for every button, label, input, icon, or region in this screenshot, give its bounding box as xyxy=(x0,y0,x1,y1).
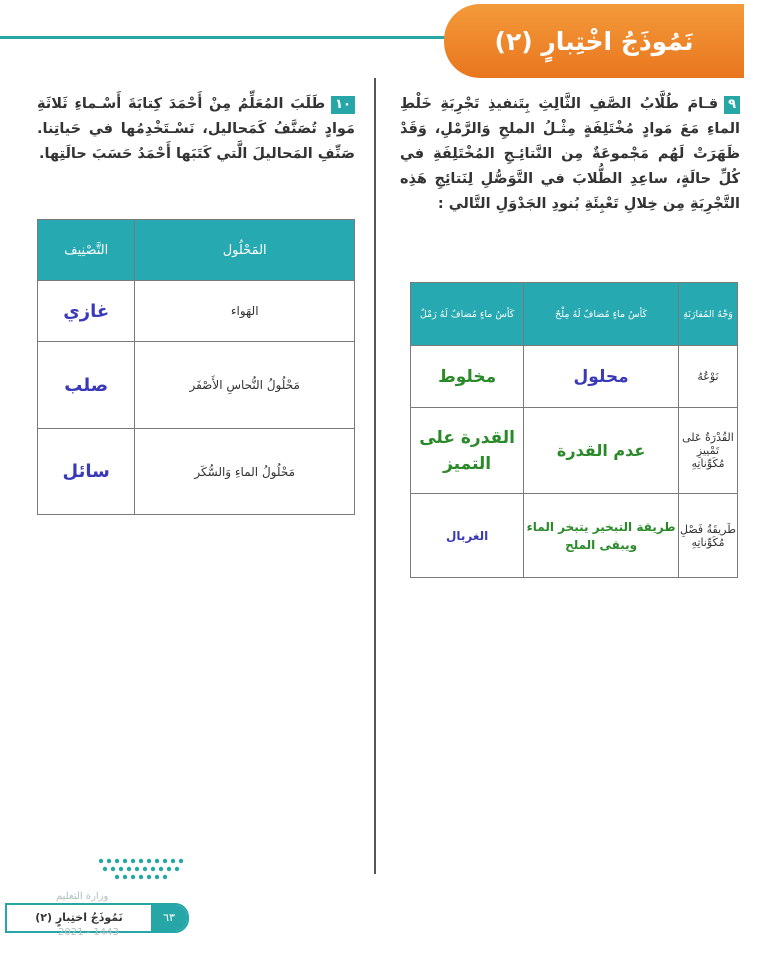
table-row xyxy=(38,342,355,429)
title-banner xyxy=(444,4,744,78)
classification-cell: سائل xyxy=(38,429,135,515)
table-row xyxy=(411,346,738,408)
top-divider-line xyxy=(0,36,470,39)
page-number: ٦٣ xyxy=(151,905,187,931)
table-row xyxy=(411,494,738,578)
row-label: القُدْرَةُ عَلى تَمْييزِ مُكَوِّناتِهِ xyxy=(679,408,738,494)
answer-cell: طريقة التبخير يتبخر الماء ويبقى الملح xyxy=(524,494,679,578)
question-9-number: ٩ xyxy=(724,96,740,114)
header-salt-water: كَأسُ ماءٍ مُضافٌ لَهُ مِلْحٌ xyxy=(524,283,679,346)
answer-cell: القدرة على التميز xyxy=(411,408,524,494)
footer-title: نَمُوذَجُ اختِبارٍ (٢) xyxy=(35,911,123,924)
watermark-year: 2021 - 1443 xyxy=(58,927,119,938)
header-sand-water: كَأسُ ماءٍ مُضافٌ لَهُ رَمْلٌ xyxy=(411,283,524,346)
ministry-watermark: وزارة التعليم xyxy=(56,891,109,902)
page-title: نَمُوذَجُ اخْتِبارٍ (٢) xyxy=(494,26,694,56)
row-label: نَوْعُهُ xyxy=(679,346,738,408)
table-header-row xyxy=(38,220,355,281)
solution-cell: مَحْلُولُ الماءِ وَالسُّكَر xyxy=(135,429,355,515)
answer-cell: عدم القدرة xyxy=(524,408,679,494)
answer-cell: مخلوط xyxy=(411,346,524,408)
classification-cell: غازي xyxy=(38,281,135,342)
table-row xyxy=(411,408,738,494)
row-label: طَريقَةُ فَصْلِ مُكَوِّناتِهِ xyxy=(679,494,738,578)
column-divider xyxy=(374,78,376,874)
question-10-text: طَلَبَ المُعَلِّمُ مِنْ أَحْمَدَ كِتابَةَ أَسْـماءِ ثَلاثَةِ مَوادٍ تُصَنَّفُ كَمَحاليل، نَسْـتَخْدِمُها في حَياتِنا. صَنِّفِ المَحاليلَ الَّتي كَتَبَها أَحْمَدُ حَسَبَ حالَتِها. xyxy=(37,96,355,162)
classification-table xyxy=(37,219,355,515)
table-row xyxy=(38,429,355,515)
question-9-text: قـامَ طُلَّابُ الصَّفِ الثَّالِثِ بِتَنفيذِ تَجْرِبَةِ خَلْطِ الماءِ مَعَ مَوادٍ مُخْتَلِفَةٍ مِثْـلُ الملحِ وَالرَّمْلِ، وَقَدْ ظَهَرَتْ لَهُم مَجْموعَةٌ مِن النَّتائِـجِ المُخْتَلِفَةِ في كُلِّ حالَةٍ، ساعِدِ الطُّلابَ في التَّوَصُّلِ لِنَتائِجِ هَذِه التَّجْرِبَةِ مِن خِلالِ تَعْبِئَةِ بُنودِ الجَدْوَلِ التَّالي : xyxy=(400,96,740,212)
answer-cell: محلول xyxy=(524,346,679,408)
header-comparison-aspect: وَجْهُ المُقارَنَةِ xyxy=(679,283,738,346)
question-10 xyxy=(37,92,355,167)
classification-cell: صلب xyxy=(38,342,135,429)
question-9 xyxy=(400,92,740,217)
solution-cell: الهَواء xyxy=(135,281,355,342)
comparison-table xyxy=(410,282,738,578)
solution-cell: مَحْلُولُ النُّحاسِ الأَصْفَر xyxy=(135,342,355,429)
ministry-logo-icon xyxy=(95,855,187,885)
answer-cell: الغربال xyxy=(411,494,524,578)
question-10-number: ١٠ xyxy=(331,96,355,114)
header-solution: المَحْلُول xyxy=(135,220,355,281)
header-classification: التَّصْنِيف xyxy=(38,220,135,281)
table-header-row xyxy=(411,283,738,346)
table-row xyxy=(38,281,355,342)
